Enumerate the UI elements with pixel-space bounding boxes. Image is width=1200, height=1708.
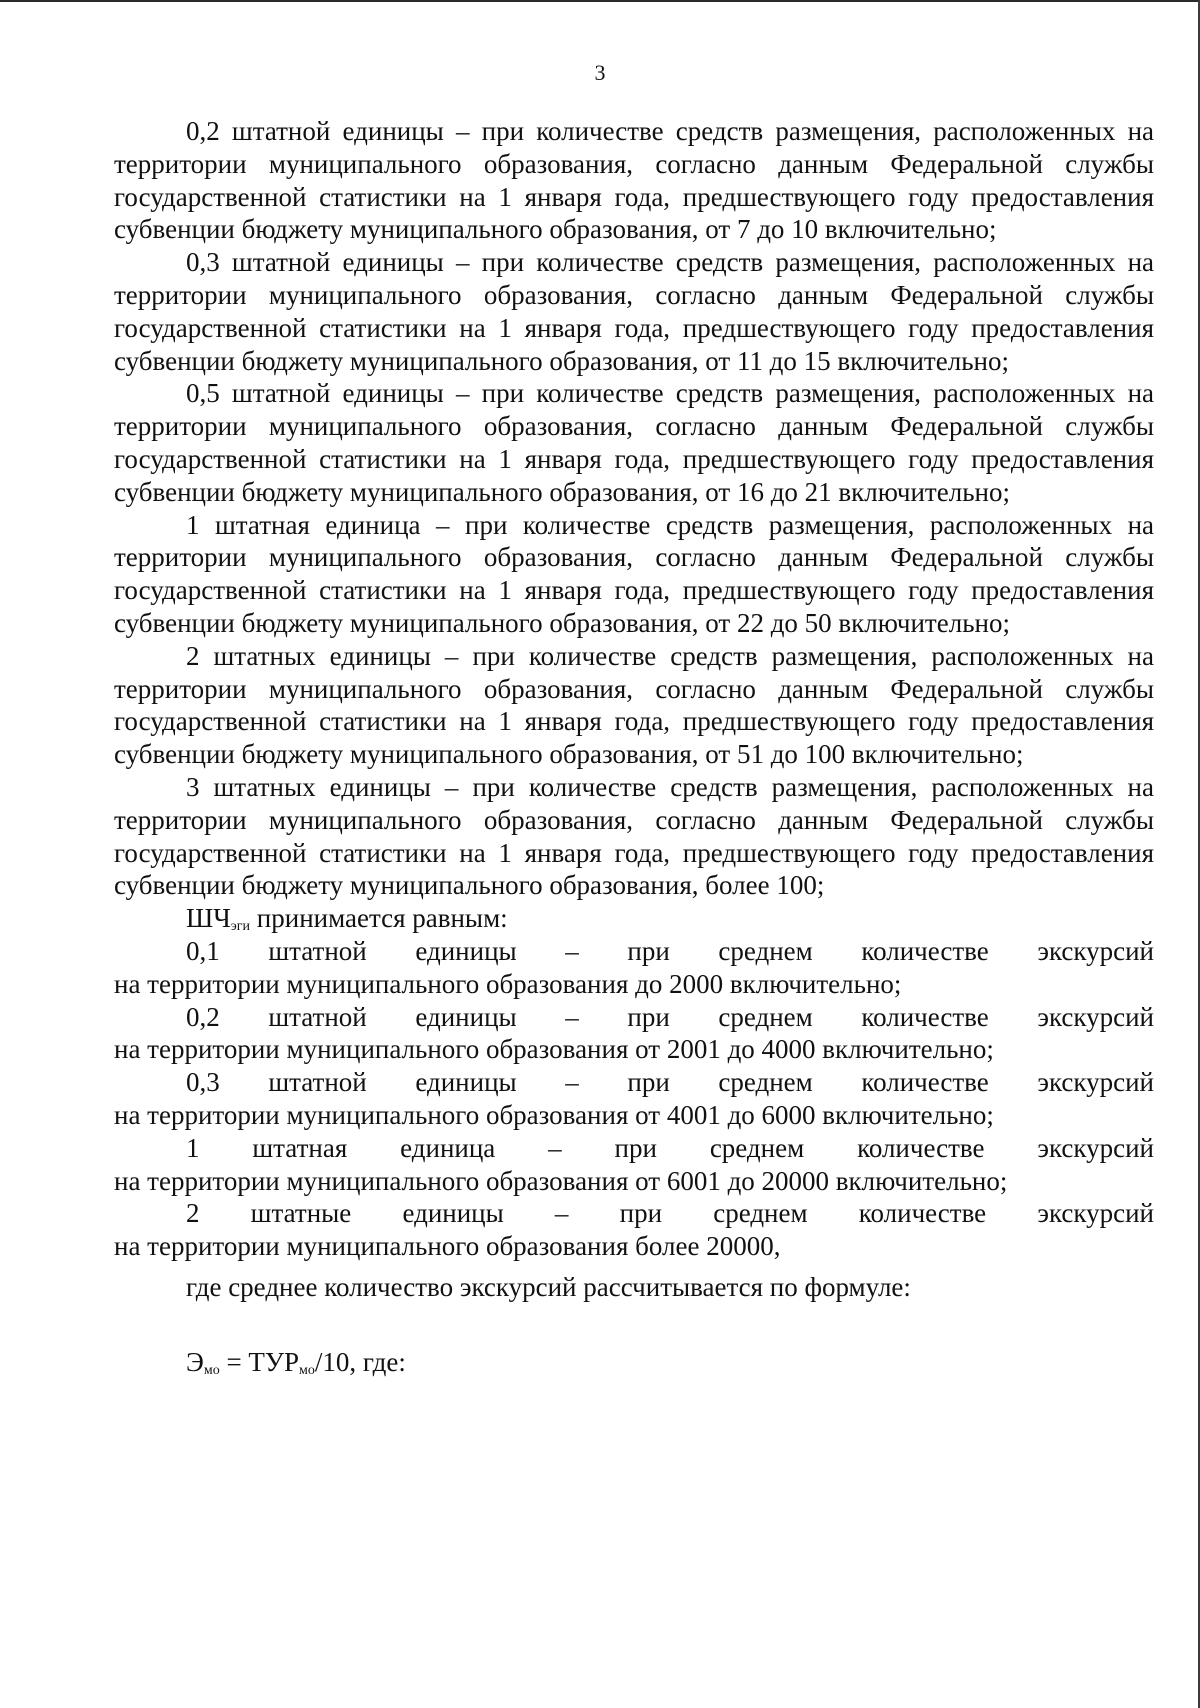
spacer [114,1263,1154,1271]
excursion-item-lead: 0,2 штатной единицы – при среднем количестве экскурсий [186,1001,1154,1032]
paragraph-0-2-staff: 0,2 штатной единицы – при количестве средств размещения, расположенных на территории муниципального образования, согласно данным Федеральной службы государственной статистики на 1 января года, предшествующего году предоставления субвенции бюджету муниципального образования, от 7 до 10 включительно; [114,116,1154,245]
excursion-item [114,1001,1154,1067]
excursion-item-rest: на территории муниципального образования от 4001 до 6000 включительно; [114,1099,994,1130]
shch-subscript: эги [230,919,251,935]
paragraph-3-staff: 3 штатных единицы – при количестве средств размещения, расположенных на территории муниципального образования, согласно данным Федеральной службы государственной статистики на 1 января года, предшествующего году предоставления субвенции бюджету муниципального образования, более 100; [114,771,1154,901]
spacer [114,1304,1154,1346]
shch-symbol: ШЧ [186,903,231,934]
excursion-item-lead: 2 штатные единицы – при среднем количестве экскурсий [186,1198,1154,1229]
page-number: 3 [594,60,606,85]
paragraph-0-5-staff: 0,5 штатной единицы – при количестве средств размещения, расположенных на территории муниципального образования, согласно данным Федеральной службы государственной статистики на 1 января года, предшествующего году предоставления субвенции бюджету муниципального образования, от 16 до 21 включительно; [114,378,1154,507]
paragraph-1-staff: 1 штатная единица – при количестве средств размещения, расположенных на территории муниципального образования, согласно данным Федеральной службы государственной статистики на 1 января года, предшествующего году предоставления субвенции бюджету муниципального образования, от 22 до 50 включительно; [114,509,1154,638]
excursion-item-rest: на территории муниципального образования от 2001 до 4000 включительно; [114,1034,994,1065]
excursion-item-lead: 0,3 штатной единицы – при среднем количестве экскурсий [186,1067,1154,1098]
shch-text: принимается равным: [250,903,508,934]
formula-e-symbol: Э [186,1346,204,1377]
paragraph-0-3-staff: 0,3 штатной единицы – при количестве средств размещения, расположенных на территории муниципального образования, согласно данным Федеральной службы государственной статистики на 1 января года, предшествующего году предоставления субвенции бюджету муниципального образования, от 11 до 15 включительно; [114,247,1154,376]
excursion-item-lead: 0,1 штатной единицы – при среднем количестве экскурсий [186,935,1154,966]
excursion-item-rest: на территории муниципального образования от 6001 до 20000 включительно; [114,1165,1008,1196]
shch-definition [114,902,1154,935]
excursion-item [114,1066,1154,1132]
excursion-item [114,1197,1154,1263]
formula-tur-subscript: мо [299,1362,315,1378]
excursion-item [114,935,1154,1001]
formula-intro: где среднее количество экскурсий рассчитывается по формуле: [186,1271,911,1302]
formula-equals-tur: = ТУР [219,1346,300,1377]
excursion-item-rest: на территории муниципального образования до 2000 включительно; [114,968,902,999]
paragraph-2-staff: 2 штатных единицы – при количестве средств размещения, расположенных на территории муниципального образования, согласно данным Федеральной службы государственной статистики на 1 января года, предшествующего году предоставления субвенции бюджету муниципального образования, от 51 до 100 включительно; [114,640,1154,770]
formula-tail: /10, где: [314,1346,406,1377]
excursion-item [114,1132,1154,1198]
formula [114,1346,1154,1379]
formula-e-subscript: мо [203,1362,220,1378]
document-body [114,115,1154,1378]
excursion-item-rest: на территории муниципального образования более 20000, [114,1231,781,1262]
scan-edge-top [0,0,1200,2]
excursion-item-lead: 1 штатная единица – при среднем количестве экскурсий [186,1132,1154,1163]
